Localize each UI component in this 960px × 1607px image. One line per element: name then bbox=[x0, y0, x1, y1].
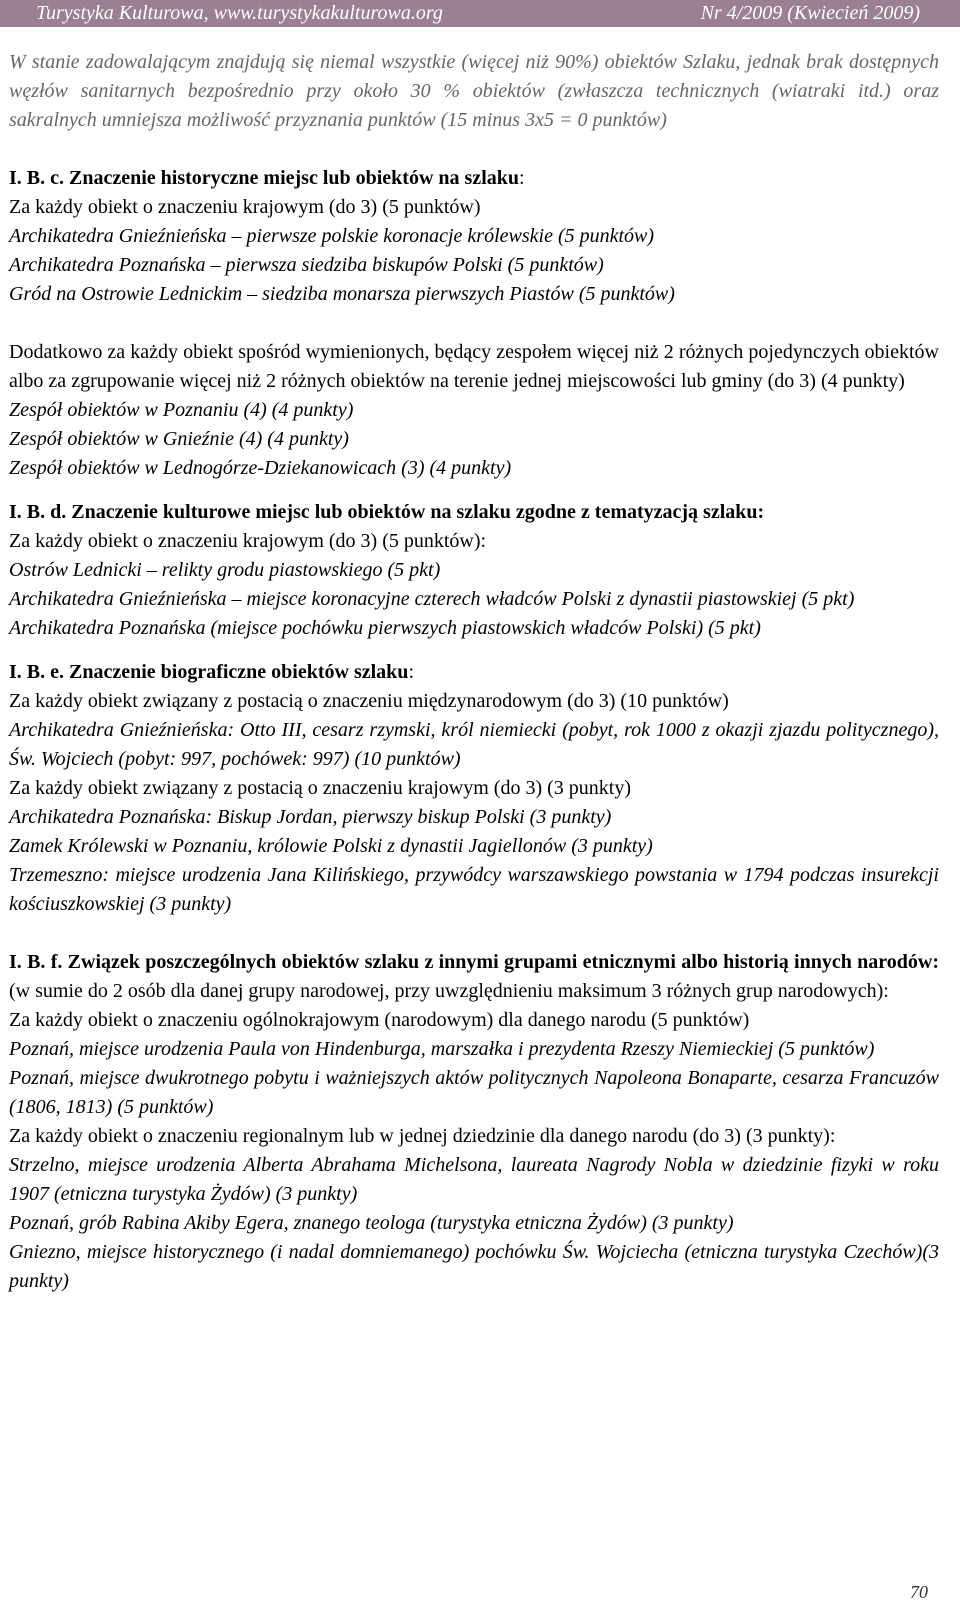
section-c-rule: Za każdy obiekt o znaczeniu krajowym (do 3) (5 punktów) bbox=[9, 196, 481, 218]
section-c-item: Zespół obiektów w Gnieźnie (4) (4 punkty) bbox=[9, 428, 349, 450]
section-d-heading: I. B. d. Znaczenie kulturowe miejsc lub obiektów na szlaku zgodne z tematyzacją szlaku: bbox=[9, 501, 765, 523]
document-body bbox=[9, 48, 939, 1296]
section-c-rule-2: Dodatkowo za każdy obiekt spośród wymienionych, będący zespołem więcej niż 2 różnych pojedynczych obiektów albo za zgrupowanie więcej niż 2 różnych obiektów na terenie jednej miejscowości lub gminy (do 3) (4 punkty) bbox=[9, 341, 939, 392]
section-e-item: Zamek Królewski w Poznaniu, królowie Polski z dynastii Jagiellonów (3 punkty) bbox=[9, 835, 653, 857]
section-f-heading-line: I. B. f. Związek poszczególnych obiektów szlaku z innymi grupami etnicznymi albo historią innych narodów: (w sumie do 2 osób dla danej grupy narodowej, przy uwzględnieniu maksimum 3 różnych grup narodowych): bbox=[9, 951, 939, 1002]
issue-number: Nr 4/2009 (Kwiecień 2009) bbox=[700, 2, 920, 24]
section-e-heading-line: I. B. e. Znaczenie biograficzne obiektów szlaku: bbox=[9, 661, 414, 683]
section-f-item: Poznań, miejsce urodzenia Paula von Hindenburga, marszałka i prezydenta Rzeszy Niemieckiej (5 punktów) bbox=[9, 1038, 875, 1060]
section-f-item: Poznań, miejsce dwukrotnego pobytu i ważniejszych aktów politycznych Napoleona Bonaparte, cesarza Francuzów (1806, 1813) (5 punktów) bbox=[9, 1067, 939, 1118]
section-f bbox=[9, 948, 939, 1296]
section-c-item: Archikatedra Gnieźnieńska – pierwsze polskie koronacje królewskie (5 punktów) bbox=[9, 225, 655, 247]
section-e-item: Archikatedra Gnieźnieńska: Otto III, cesarz rzymski, król niemiecki (pobyt, rok 1000 z okazji zjazdu politycznego), Św. Wojciech (pobyt: 997, pochówek: 997) (10 punktów) bbox=[9, 719, 939, 770]
section-e-rule: Za każdy obiekt związany z postacią o znaczeniu międzynarodowym (do 3) (10 punktów) bbox=[9, 690, 729, 712]
section-e-heading: I. B. e. Znaczenie biograficzne obiektów szlaku bbox=[9, 661, 409, 683]
section-f-rule-2: Za każdy obiekt o znaczeniu regionalnym lub w jednej dziedzinie dla danego narodu (do 3) (3 punkty): bbox=[9, 1125, 836, 1147]
section-c bbox=[9, 164, 939, 483]
section-e bbox=[9, 658, 939, 919]
section-f-item: Gniezno, miejsce historycznego (i nadal domniemanego) pochówku Św. Wojciecha (etniczna turystyka Czechów)(3 punkty) bbox=[9, 1241, 939, 1292]
running-header bbox=[0, 0, 960, 27]
section-d-item: Ostrów Lednicki – relikty grodu piastowskiego (5 pkt) bbox=[9, 559, 441, 581]
section-e-rule-2: Za każdy obiekt związany z postacią o znaczeniu krajowym (do 3) (3 punkty) bbox=[9, 777, 631, 799]
section-c-heading-line: I. B. c. Znaczenie historyczne miejsc lub obiektów na szlaku: bbox=[9, 167, 525, 189]
section-e-item: Archikatedra Poznańska: Biskup Jordan, pierwszy biskup Polski (3 punkty) bbox=[9, 806, 612, 828]
section-c-heading: I. B. c. Znaczenie historyczne miejsc lub obiektów na szlaku bbox=[9, 167, 519, 189]
section-c-item: Archikatedra Poznańska – pierwsza siedziba biskupów Polski (5 punktów) bbox=[9, 254, 604, 276]
section-d bbox=[9, 498, 939, 643]
section-d-item: Archikatedra Gnieźnieńska – miejsce koronacyjne czterech władców Polski z dynastii piastowskiej (5 pkt) bbox=[9, 588, 855, 610]
page-number: 70 bbox=[910, 1582, 928, 1602]
section-c-item: Zespół obiektów w Lednogórze-Dziekanowicach (3) (4 punkty) bbox=[9, 457, 512, 479]
section-c-item: Zespół obiektów w Poznaniu (4) (4 punkty) bbox=[9, 399, 354, 421]
section-f-item: Strzelno, miejsce urodzenia Alberta Abrahama Michelsona, laureata Nagrody Nobla w dziedzinie fizyki w roku 1907 (etniczna turystyka Żydów) (3 punkty) bbox=[9, 1154, 939, 1205]
section-d-item: Archikatedra Poznańska (miejsce pochówku pierwszych piastowskich władców Polski) (5 pkt) bbox=[9, 617, 761, 639]
section-d-rule: Za każdy obiekt o znaczeniu krajowym (do 3) (5 punktów): bbox=[9, 530, 487, 552]
section-f-heading: I. B. f. Związek poszczególnych obiektów szlaku z innymi grupami etnicznymi albo historią innych narodów: bbox=[9, 951, 939, 973]
section-c-item: Gród na Ostrowie Lednickim – siedziba monarsza pierwszych Piastów (5 punktów) bbox=[9, 283, 675, 305]
section-f-item: Poznań, grób Rabina Akiby Egera, znanego teologa (turystyka etniczna Żydów) (3 punkty) bbox=[9, 1212, 734, 1234]
section-e-item: Trzemeszno: miejsce urodzenia Jana Kilińskiego, przywódcy warszawskiego powstania w 1794 podczas insurekcji kościuszkowskiej (3 punkty) bbox=[9, 864, 939, 915]
intro-paragraph: W stanie zadowalającym znajdują się niemal wszystkie (więcej niż 90%) obiektów Szlaku, jednak brak dostępnych węzłów sanitarnych bezpośrednio przy około 30 % obiektów (zwłaszcza technicznych (wiatraki itd.) oraz sakralnych umniejsza możliwość przyznania punktów (15 minus 3x5 = 0 punktów) bbox=[9, 51, 939, 131]
section-f-rule: Za każdy obiekt o znaczeniu ogólnokrajowym (narodowym) dla danego narodu (5 punktów) bbox=[9, 1009, 750, 1031]
journal-title: Turystyka Kulturowa, www.turystykakulturowa.org bbox=[36, 2, 443, 24]
